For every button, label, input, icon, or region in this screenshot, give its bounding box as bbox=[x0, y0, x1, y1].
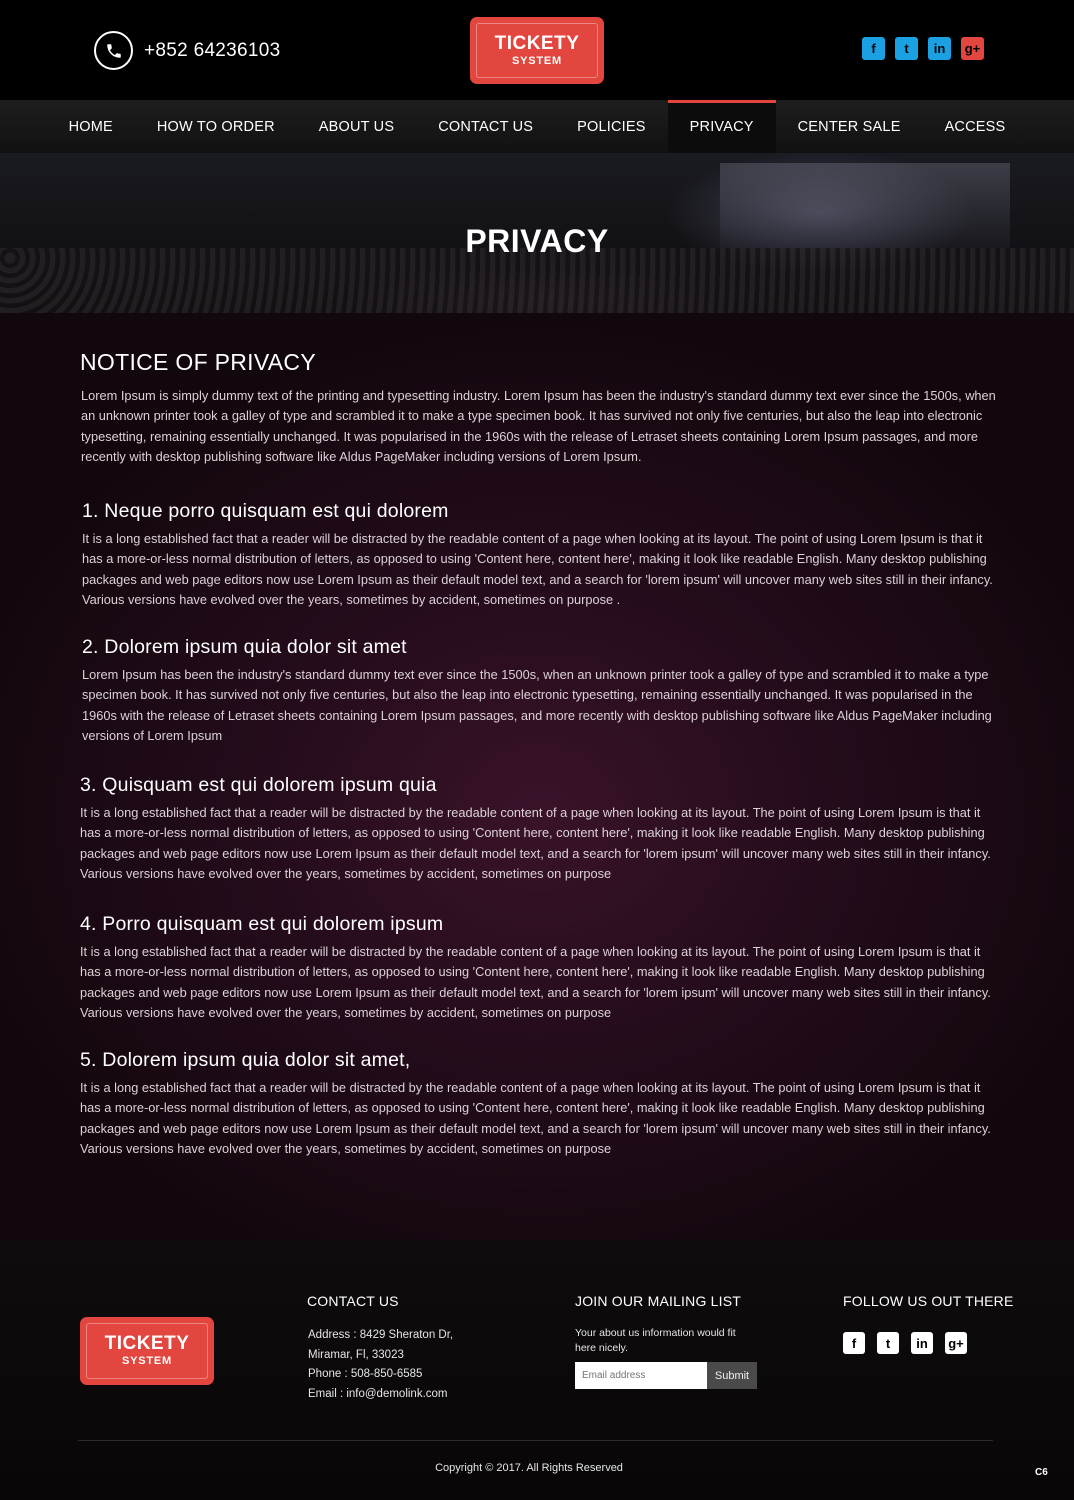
footer-contact-title: CONTACT US bbox=[307, 1293, 399, 1309]
header bbox=[0, 0, 1074, 100]
site-logo[interactable] bbox=[470, 17, 604, 84]
email-input[interactable] bbox=[575, 1362, 707, 1389]
header-social-links bbox=[862, 37, 984, 60]
footer-divider bbox=[78, 1440, 993, 1441]
twitter-icon[interactable]: t bbox=[895, 37, 918, 60]
nav-item-privacy[interactable]: PRIVACY bbox=[668, 100, 776, 153]
privacy-section bbox=[82, 636, 1002, 747]
intro-paragraph: Lorem Ipsum is simply dummy text of the printing and typesetting industry. Lorem Ipsum has been the industry's standard dummy text ever since the 1500s, when an unknown printer took a galley of type and scrambled it to make a type specimen book. It has survived not only five centuries, but also the leap into electronic typesetting, remaining essentially unchanged. It was popularised in the 1960s with the release of Letraset sheets containing Lorem Ipsum passages, and more recently with desktop publishing software like Aldus PageMaker including versions of Lorem Ipsum. bbox=[81, 388, 996, 465]
phone-number: +852 64236103 bbox=[144, 39, 281, 61]
linkedin-icon[interactable]: in bbox=[911, 1332, 933, 1354]
footer bbox=[0, 1240, 1074, 1500]
submit-button[interactable]: Submit bbox=[707, 1362, 757, 1389]
logo-line1: TICKETY bbox=[494, 32, 580, 54]
contact-email[interactable]: Email : info@demolink.com bbox=[308, 1387, 448, 1400]
notice-title: NOTICE OF PRIVACY bbox=[80, 349, 316, 375]
hero-banner bbox=[0, 153, 1074, 313]
linkedin-icon[interactable]: in bbox=[928, 37, 951, 60]
section-body: Lorem Ipsum has been the industry's standard dummy text ever since the 1500s, when an unknown printer took a galley of type and scrambled it to make a type specimen book. It has survived not only five centuries, but also the leap into electronic typesetting, remaining essentially unchanged. It was popularised in the 1960s with the release of Letraset sheets containing Lorem Ipsum passages, and more recently with desktop publishing software like Aldus PageMaker including versions of Lorem Ipsum bbox=[82, 667, 992, 744]
google-plus-icon[interactable]: g+ bbox=[945, 1332, 967, 1354]
logo-line2: SYSTEM bbox=[511, 54, 563, 67]
nav-item-access[interactable]: ACCESS bbox=[944, 118, 1006, 135]
nav-item-home[interactable]: HOME bbox=[68, 118, 113, 135]
contact-address-line1: Address : 8429 Sheraton Dr, bbox=[308, 1329, 454, 1341]
footer-follow-title: FOLLOW US OUT THERE bbox=[843, 1293, 1014, 1309]
privacy-section bbox=[82, 500, 1002, 611]
privacy-content bbox=[0, 313, 1074, 1240]
privacy-section bbox=[80, 1049, 1000, 1160]
twitter-icon[interactable]: t bbox=[877, 1332, 899, 1354]
footer-social-links bbox=[843, 1332, 967, 1354]
nav-item-how-to-order[interactable]: HOW TO ORDER bbox=[156, 118, 275, 135]
copyright-text: Copyright © 2017. All Rights Reserved bbox=[435, 1462, 623, 1474]
footer-logo[interactable] bbox=[80, 1317, 214, 1385]
privacy-section bbox=[80, 913, 1000, 1024]
main-nav bbox=[0, 100, 1074, 153]
section-body: It is a long established fact that a reader will be distracted by the readable content of a page when looking at its layout. The point of using Lorem Ipsum is that it has a more-or-less normal distribution of letters, as opposed to using 'Content here, content here', making it look like readable English. Many desktop publishing packages and web page editors now use Lorem Ipsum as their default model text, and a search for 'lorem ipsum' will uncover many web sites still in their infancy. Various versions have evolved over the years, sometimes by accident, sometimes on purpose . bbox=[82, 531, 993, 608]
mailing-description: Your about us information would fit here nicely. bbox=[575, 1327, 736, 1354]
logo-line1: TICKETY bbox=[104, 1333, 190, 1354]
facebook-icon[interactable]: f bbox=[843, 1332, 865, 1354]
section-heading: 4. Porro quisquam est qui dolorem ipsum bbox=[80, 913, 444, 935]
page-title: PRIVACY bbox=[465, 223, 609, 259]
nav-item-policies[interactable]: POLICIES bbox=[577, 118, 646, 135]
section-heading: 5. Dolorem ipsum quia dolor sit amet, bbox=[80, 1049, 411, 1071]
nav-item-about-us[interactable]: ABOUT US bbox=[318, 118, 395, 135]
nav-item-contact-us[interactable]: CONTACT US bbox=[438, 118, 534, 135]
contact-address-line2: Miramar, Fl, 33023 bbox=[308, 1348, 404, 1361]
footer-mailing-title: JOIN OUR MAILING LIST bbox=[575, 1293, 741, 1309]
section-heading: 1. Neque porro quisquam est qui dolorem bbox=[82, 500, 449, 522]
section-heading: 2. Dolorem ipsum quia dolor sit amet bbox=[82, 636, 407, 658]
nav-item-center-sale[interactable]: CENTER SALE bbox=[797, 118, 901, 135]
section-body: It is a long established fact that a reader will be distracted by the readable content of a page when looking at its layout. The point of using Lorem Ipsum is that it has a more-or-less normal distribution of letters, as opposed to using 'Content here, content here', making it look like readable English. Many desktop publishing packages and web page editors now use Lorem Ipsum as their default model text, and a search for 'lorem ipsum' will uncover many web sites still in their infancy. Various versions have evolved over the years, sometimes by accident, sometimes on purpose bbox=[80, 805, 991, 882]
contact-phone: Phone : 508-850-6585 bbox=[308, 1368, 423, 1381]
google-plus-icon[interactable]: g+ bbox=[961, 37, 984, 60]
privacy-section bbox=[80, 774, 1000, 885]
footer-contact-info bbox=[308, 1326, 453, 1404]
facebook-icon[interactable]: f bbox=[862, 37, 885, 60]
corner-badge: C6 bbox=[1035, 1467, 1048, 1478]
section-body: It is a long established fact that a reader will be distracted by the readable content of a page when looking at its layout. The point of using Lorem Ipsum is that it has a more-or-less normal distribution of letters, as opposed to using 'Content here, content here', making it look like readable English. Many desktop publishing packages and web page editors now use Lorem Ipsum as their default model text, and a search for 'lorem ipsum' will uncover many web sites still in their infancy. Various versions have evolved over the years, sometimes by accident, sometimes on purpose bbox=[80, 944, 991, 1021]
logo-line2: SYSTEM bbox=[121, 1355, 173, 1367]
section-heading: 3. Quisquam est qui dolorem ipsum quia bbox=[80, 774, 437, 796]
phone-icon bbox=[94, 31, 133, 70]
phone-contact[interactable] bbox=[94, 31, 281, 70]
section-body: It is a long established fact that a reader will be distracted by the readable content of a page when looking at its layout. The point of using Lorem Ipsum is that it has a more-or-less normal distribution of letters, as opposed to using 'Content here, content here', making it look like readable English. Many desktop publishing packages and web page editors now use Lorem Ipsum as their default model text, and a search for 'lorem ipsum' will uncover many web sites still in their infancy. Various versions have evolved over the years, sometimes by accident, sometimes on purpose bbox=[80, 1080, 991, 1157]
